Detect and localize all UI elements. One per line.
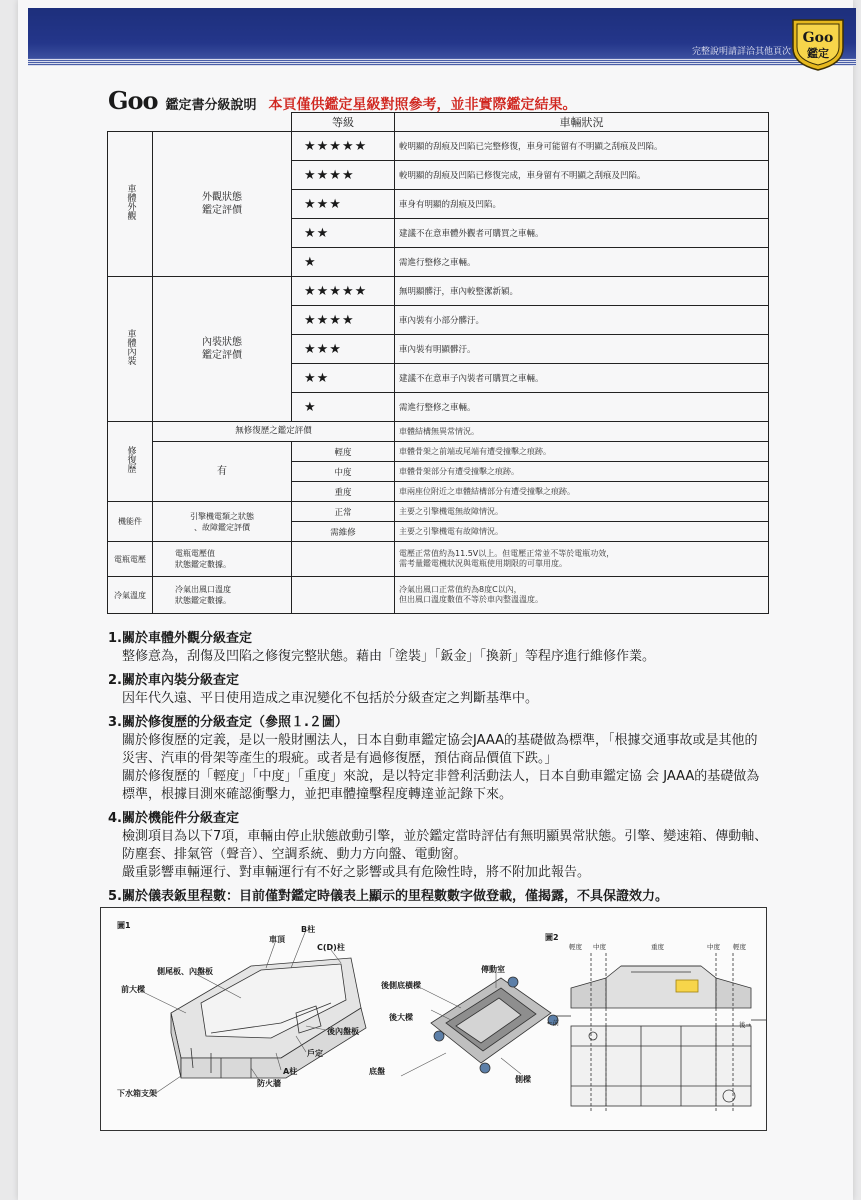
- interior-desc-1: 需進行整修之車輛。: [395, 393, 769, 422]
- exterior-stars-2: ★★: [292, 219, 395, 248]
- note-4-body-1: 檢測項目為以下7項，車輛由停止狀態啟動引擎，並於鑑定當時評估有無明顯異常狀態。引擎、變速箱、傳動軸、防塵套、排氣管（聲音）、空調系統、動力方向盤、電動窗。: [122, 829, 768, 862]
- zone-heavy: 重度: [651, 943, 664, 951]
- category-battery: 電瓶電壓: [108, 542, 153, 577]
- note-2-body: 因年代久遠、平日使用造成之車況變化不包括於分級查定之判斷基準中。: [122, 691, 539, 706]
- note-2: [108, 672, 768, 708]
- label-firewall: 防火牆: [257, 1079, 281, 1088]
- header-grade: 等級: [292, 113, 395, 132]
- banner-subtitle: 完整說明請詳洽其他頁次: [691, 47, 791, 57]
- interior-stars-4: ★★★★: [292, 306, 395, 335]
- note-3-heading: 3.關於修復歷的分級查定（參照１.２圖）: [108, 715, 348, 730]
- goo-shield-logo: [789, 14, 847, 72]
- notice-text: 本頁僅供鑑定星級對照參考，並非實際鑑定結果。: [268, 97, 577, 113]
- category-exterior: 車體外觀: [108, 132, 153, 277]
- label-front-frame: 前大樑: [121, 985, 145, 994]
- label-a-pillar: A柱: [283, 1067, 298, 1076]
- interior-stars-2: ★★: [292, 364, 395, 393]
- category-function: 機能件: [108, 502, 153, 542]
- function-desc-repair: 主要之引擎機電有故障情況。: [395, 522, 769, 542]
- label-side-frame: 側樑: [515, 1075, 531, 1084]
- battery-desc: 電壓正常值約為11.5V以上。但電壓正常並不等於電瓶功效， 需考量鑑電機狀況與電瓶使用期限的可靠用度。: [395, 542, 769, 577]
- header-status: 車輛狀況: [395, 113, 769, 132]
- zone-light-rear: 輕度: [733, 943, 746, 951]
- note-1-heading: 1.關於車體外觀分級查定: [108, 631, 252, 646]
- exterior-desc-2: 建議不在意車體外觀者可購買之車輛。: [395, 219, 769, 248]
- note-4-body-2: 嚴重影響車輛運行、對車輛運行有不好之影響或具有危險性時，將不附加此報告。: [122, 865, 591, 880]
- label-rear-frame: 後大樑: [389, 1013, 413, 1022]
- front-arrow: ←前: [547, 1019, 559, 1027]
- note-5-heading: 5.關於儀表鈑里程數：目前僅對鑑定時儀表上顯示的里程數數字做登載，僅揭露，不具保證效力。: [108, 889, 668, 904]
- note-1-body: 整修意為，刮傷及凹陷之修復完整狀態。藉由「塗裝」「鈑金」「換新」等程序進行維修作業。: [122, 649, 656, 664]
- repair-desc-heavy: 車兩座位附近之車體結構部分有遭受撞擊之痕跡。: [395, 482, 769, 502]
- label-b-pillar: B柱: [301, 925, 316, 934]
- interior-stars-3: ★★★: [292, 335, 395, 364]
- aircon-label: 冷氣出風口溫度 狀態鑑定數據。: [153, 577, 292, 614]
- exterior-desc-4: 較明顯的刮痕及凹陷已修復完成，車身留有不明顯之刮痕及凹陷。: [395, 161, 769, 190]
- interior-desc-3: 車內裝有明顯髒汙。: [395, 335, 769, 364]
- note-3: [108, 714, 768, 804]
- exterior-stars-4: ★★★★: [292, 161, 395, 190]
- battery-label: 電瓶電壓值 狀態鑑定數據。: [153, 542, 292, 577]
- repair-level-medium: 中度: [292, 462, 395, 482]
- exterior-stars-3: ★★★: [292, 190, 395, 219]
- interior-desc-5: 無明顯髒汙，車內較整潔新穎。: [395, 277, 769, 306]
- category-aircon: 冷氣溫度: [108, 577, 153, 614]
- exterior-stars-1: ★: [292, 248, 395, 277]
- page-title: 鑑定書分級說明: [165, 98, 257, 113]
- repair-level-heavy: 重度: [292, 482, 395, 502]
- repair-has-label: 有: [153, 442, 292, 502]
- car-structure-diagram: [100, 907, 767, 1131]
- note-5: [108, 888, 768, 906]
- interior-label: 內裝狀態 鑑定評價: [153, 277, 292, 422]
- note-4: [108, 810, 768, 882]
- label-rear-crossmember: 後側底橫樑: [381, 981, 421, 990]
- exterior-desc-5: 較明顯的刮痕及凹陷已完整修復，車身可能留有不明顯之刮痕及凹陷。: [395, 132, 769, 161]
- exterior-desc-1: 需進行整修之車輛。: [395, 248, 769, 277]
- label-cd-pillar: C(D)柱: [317, 943, 345, 952]
- function-level-repair: 需維修: [292, 522, 395, 542]
- label-drivetrain: 傳動室: [481, 965, 505, 974]
- brand-goo: Goo: [108, 86, 158, 115]
- logo-text-jianding: 鑑定: [807, 47, 829, 60]
- label-roof: 車頂: [269, 935, 285, 944]
- repair-none-label: 無修復歷之鑑定評價: [153, 422, 395, 442]
- repair-level-light: 輕度: [292, 442, 395, 462]
- label-rear-inner-panel: 後內盤板: [327, 1027, 359, 1036]
- interior-stars-5: ★★★★★: [292, 277, 395, 306]
- zone-medium-rear: 中度: [707, 943, 720, 951]
- note-1: [108, 630, 768, 666]
- label-rear-panel: 側尾板、內盤板: [157, 967, 213, 976]
- figure-1-label: 圖1: [117, 921, 131, 930]
- grade-table: [107, 112, 769, 614]
- diagram-drawing: [101, 908, 766, 1130]
- figure-2-label: 圖2: [545, 933, 559, 942]
- banner-stripes: [28, 58, 856, 66]
- category-repair: 修復歷: [108, 422, 153, 502]
- notes-section: [108, 630, 768, 912]
- note-3-body-2: 關於修復歷的「輕度」「中度」「重度」來說，是以特定非營利活動法人，日本自動車鑑定協 会 JAAA的基礎做為標準，根據目測來確認衝擊力，並把車體撞擊程度轉達並記錄下來。: [122, 769, 760, 802]
- exterior-label: 外觀狀態 鑑定評價: [153, 132, 292, 277]
- label-door-sill: 戶定: [307, 1049, 323, 1058]
- repair-desc-light: 車體骨架之前端或尾端有遭受撞擊之痕跡。: [395, 442, 769, 462]
- label-underbody: 底盤: [369, 1067, 385, 1076]
- repair-none-desc: 車體結構無異常情況。: [395, 422, 769, 442]
- interior-desc-2: 建議不在意車子內裝者可購買之車輛。: [395, 364, 769, 393]
- interior-stars-1: ★: [292, 393, 395, 422]
- interior-desc-4: 車內裝有小部分髒汙。: [395, 306, 769, 335]
- function-level-normal: 正常: [292, 502, 395, 522]
- page-title-row: [108, 86, 577, 115]
- repair-desc-medium: 車體骨架部分有遭受撞擊之痕跡。: [395, 462, 769, 482]
- logo-text-goo: Goo: [802, 30, 834, 46]
- exterior-desc-3: 車身有明顯的刮痕及凹陷。: [395, 190, 769, 219]
- note-4-heading: 4.關於機能件分級查定: [108, 811, 239, 826]
- zone-light-front: 輕度: [569, 943, 582, 951]
- aircon-desc: 冷氣出風口正常值約為8度C以內， 但出風口溫度數值不等於車內整溫溫度。: [395, 577, 769, 614]
- rear-arrow: 後→: [739, 1021, 751, 1029]
- label-radiator-support: 下水箱支架: [117, 1089, 157, 1098]
- zone-medium-front: 中度: [593, 943, 606, 951]
- note-2-heading: 2.關於車內裝分級查定: [108, 673, 239, 688]
- note-3-body-1: 關於修復歷的定義，是以一般財團法人，日本自動車鑑定協会JAAA的基礎做為標準，「根據交通事故或是其他的災害、汽車的骨架等產生的瑕疵。或者是有過修復歷，預估商品價值下跌。」: [122, 733, 758, 766]
- function-label: 引擎機電類之狀態 、故障鑑定評價: [153, 502, 292, 542]
- exterior-stars-5: ★★★★★: [292, 132, 395, 161]
- function-desc-normal: 主要之引擎機電無故障情況。: [395, 502, 769, 522]
- category-interior: 車體內裝: [108, 277, 153, 422]
